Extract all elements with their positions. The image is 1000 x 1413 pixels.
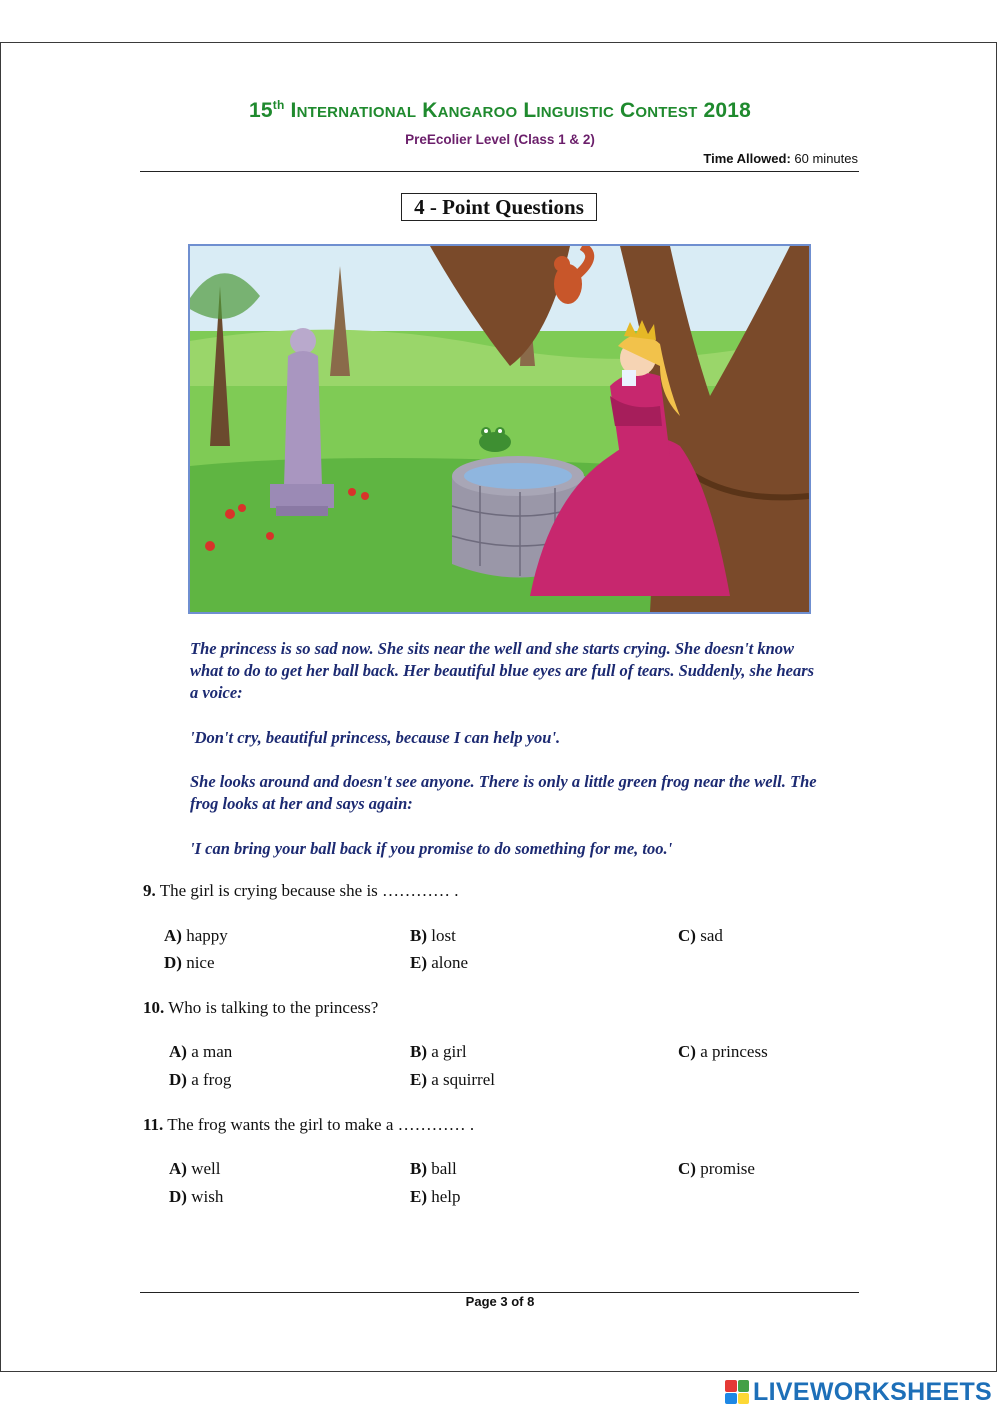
q10-option-a[interactable]: A) a man [169,1042,233,1061]
q10-option-c[interactable]: C) a princess [678,1042,768,1061]
question-10: 10. Who is talking to the princess? [143,998,379,1017]
q9-option-d[interactable]: D) nice [164,953,215,972]
q11-option-d[interactable]: D) wish [169,1187,224,1206]
question-9: 9. The girl is crying because she is ………… . [143,881,459,900]
q10-option-d[interactable]: D) a frog [169,1070,232,1089]
q11-option-a[interactable]: A) well [169,1159,221,1178]
story-illustration [188,244,811,614]
story-paragraph-1: The princess is so sad now. She sits near the well and she starts crying. She doesn't know what to do to get her ball back. Her beautiful blue eyes are full of tears. Suddenly, she hears a voice: [190,639,815,702]
liveworksheets-logo-icon [725,1380,749,1404]
footer-rule [140,1292,859,1293]
brand-name: LIVEWORKSHEETS [753,1377,992,1406]
contest-title: 15th International Kangaroo Linguistic Contest 2018 [249,98,751,122]
page-frame [0,42,997,1372]
q10-option-e[interactable]: E) a squirrel [410,1070,495,1089]
q9-option-c[interactable]: C) sad [678,926,723,945]
q9-option-a[interactable]: A) happy [164,926,228,945]
question-11: 11. The frog wants the girl to make a ………… . [143,1115,475,1134]
q11-option-b[interactable]: B) ball [410,1159,457,1178]
header-rule [140,171,859,172]
level-subtitle: PreEcolier Level (Class 1 & 2) [405,132,595,147]
section-heading: 4 - Point Questions [401,193,597,221]
page-number: Page 3 of 8 [465,1294,535,1309]
q9-option-e[interactable]: E) alone [410,953,469,972]
q10-option-b[interactable]: B) a girl [410,1042,467,1061]
story-paragraph-2: 'Don't cry, beautiful princess, because I can help you'. [190,728,561,747]
q9-option-b[interactable]: B) lost [410,926,456,945]
brand-watermark [725,1377,992,1407]
q11-option-e[interactable]: E) help [410,1187,461,1206]
story-paragraph-4: 'I can bring your ball back if you promise to do something for me, too.' [190,839,673,858]
story-paragraph-3: She looks around and doesn't see anyone. There is only a little green frog near the well. The frog looks at her and says again: [190,772,817,813]
time-allowed: Time Allowed: 60 minutes [703,151,858,166]
q11-option-c[interactable]: C) promise [678,1159,755,1178]
